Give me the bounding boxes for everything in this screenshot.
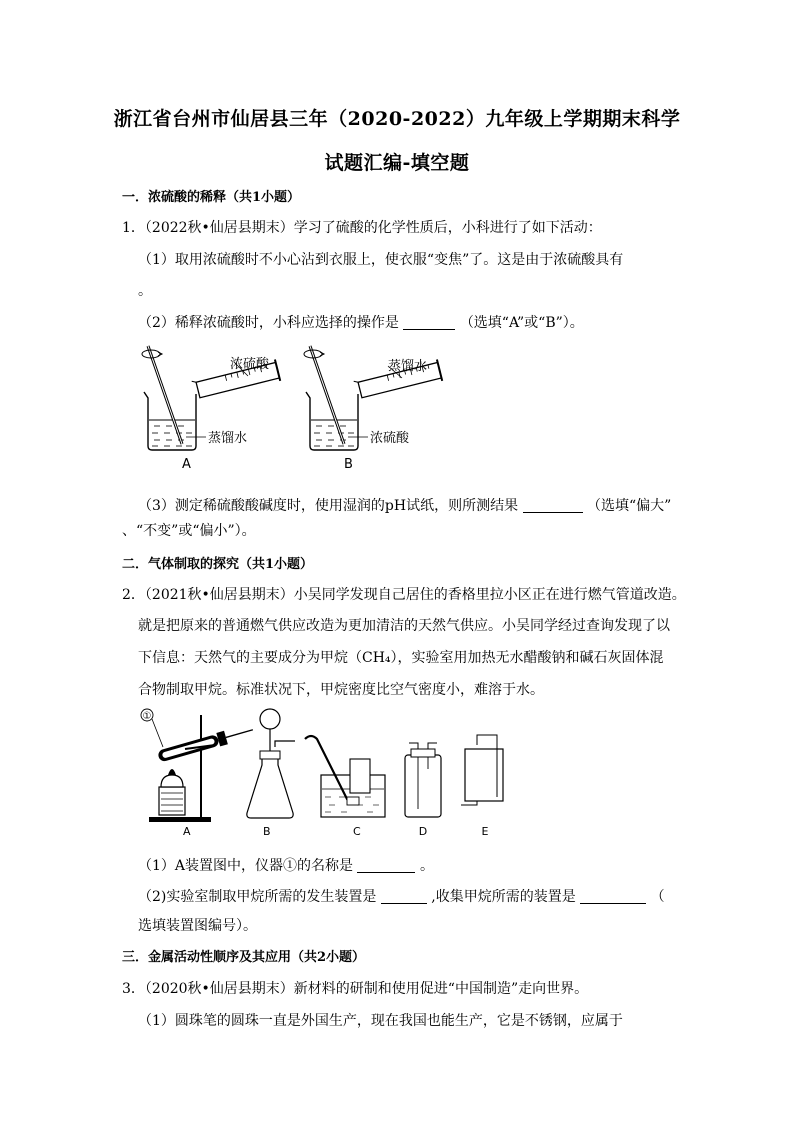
setup-a-caption: A (182, 457, 191, 472)
q1-part1-end: 。 (138, 283, 152, 299)
apparatus-a-diagram (141, 709, 255, 838)
q2-part1-end: 。 (419, 858, 434, 874)
section-heading-3: 三．金属活动性顺序及其应用（共2小题） (122, 950, 366, 965)
gas-apparatus-figure (135, 705, 515, 840)
q2-part1 (138, 855, 434, 875)
q2-part2 (138, 886, 665, 906)
section-heading-1: 一．浓硫酸的稀释（共1小题） (122, 190, 301, 205)
apparatus-e-caption: E (481, 825, 489, 838)
q2-part2-text: （2)实验室制取甲烷所需的发生装置是 (138, 889, 377, 905)
setup-b-diagram (304, 346, 442, 472)
q1-part3 (138, 495, 671, 515)
document-title-line-2: 试题汇编-填空题 (324, 152, 470, 174)
apparatus-c-diagram (305, 736, 385, 838)
apparatus-b-diagram (247, 709, 295, 838)
instrument-1-marker: ① (142, 711, 152, 722)
q2-line-2: 就是把原来的普通燃气供应改造为更加清洁的天然气供应。小吴同学经过查询发现了以 (138, 618, 670, 634)
apparatus-c-caption: C (353, 825, 361, 838)
q3-part1: （1）圆珠笔的圆珠一直是外国生产，现在我国也能生产，它是不锈钢，应属于 (138, 1013, 623, 1029)
q1-part2-answer-blank[interactable] (403, 315, 455, 330)
q1-part2-text: （2）稀释浓硫酸时，小科应选择的操作是 (138, 315, 399, 331)
q1-part3-hint: （选填“偏大” (586, 498, 672, 514)
q2-part2-answer-blank-1[interactable] (381, 889, 427, 904)
document-title-line-1: 浙江省台州市仙居县三年（2020-2022）九年级上学期期末科学 (113, 108, 681, 130)
q2-line-4: 合物制取甲烷。标准状况下，甲烷密度比空气密度小，难溶于水。 (138, 682, 544, 698)
section-heading-2: 二．气体制取的探究（共1小题） (122, 557, 314, 572)
setup-a-diagram (142, 346, 280, 472)
setup-b-side-label: 浓硫酸 (370, 431, 410, 446)
q2-part1-text: （1）A装置图中，仪器①的名称是 (138, 858, 354, 874)
q2-part2-continued: 选填装置图编号）。 (138, 918, 257, 934)
q2-part2-mid: ,收集甲烷所需的装置是 (431, 889, 576, 905)
q1-part3-answer-blank[interactable] (523, 498, 583, 513)
q1-stem: 1．（2022秋•仙居县期末）学习了硫酸的化学性质后，小科进行了如下活动： (122, 220, 602, 236)
apparatus-e-diagram (461, 735, 503, 838)
q2-part2-answer-blank-2[interactable] (580, 889, 646, 904)
q2-line-1: 2．（2021秋•仙居县期末）小吴同学发现自己居住的香格里拉小区正在进行燃气管道改造。 (122, 587, 686, 603)
q3-stem: 3．（2020秋•仙居县期末）新材料的研制和使用促进“中国制造”走向世界。 (122, 981, 589, 997)
q2-part1-answer-blank[interactable] (357, 858, 415, 873)
q2-line-3: 下信息：天然气的主要成分为甲烷（CH₄），实验室用加热无水醋酸钠和碱石灰固体混 (138, 650, 664, 666)
setup-b-top-label: 蒸馏水 (388, 359, 428, 374)
apparatus-d-diagram (405, 743, 441, 838)
q1-part1-text: （1）取用浓硫酸时不小心沾到衣服上，使衣服“变焦”了。这是由于浓硫酸具有 (138, 252, 624, 268)
q2-part2-paren: （ (650, 889, 665, 905)
q1-part2-hint: （选填“A”或“B”）。 (459, 315, 584, 331)
dilution-figure (130, 340, 450, 475)
q1-part3-text: （3）测定稀硫酸酸碱度时，使用湿润的pH试纸，则所测结果 (138, 498, 519, 514)
apparatus-a-caption: A (183, 825, 191, 838)
setup-b-caption: B (344, 457, 353, 472)
setup-a-side-label: 蒸馏水 (208, 431, 248, 446)
setup-a-top-label: 浓硫酸 (230, 357, 270, 372)
q1-part3-continued: 、“不变”或“偏小”）。 (122, 523, 256, 539)
apparatus-b-caption: B (263, 825, 271, 838)
apparatus-d-caption: D (418, 825, 428, 838)
q1-part2 (138, 312, 584, 332)
